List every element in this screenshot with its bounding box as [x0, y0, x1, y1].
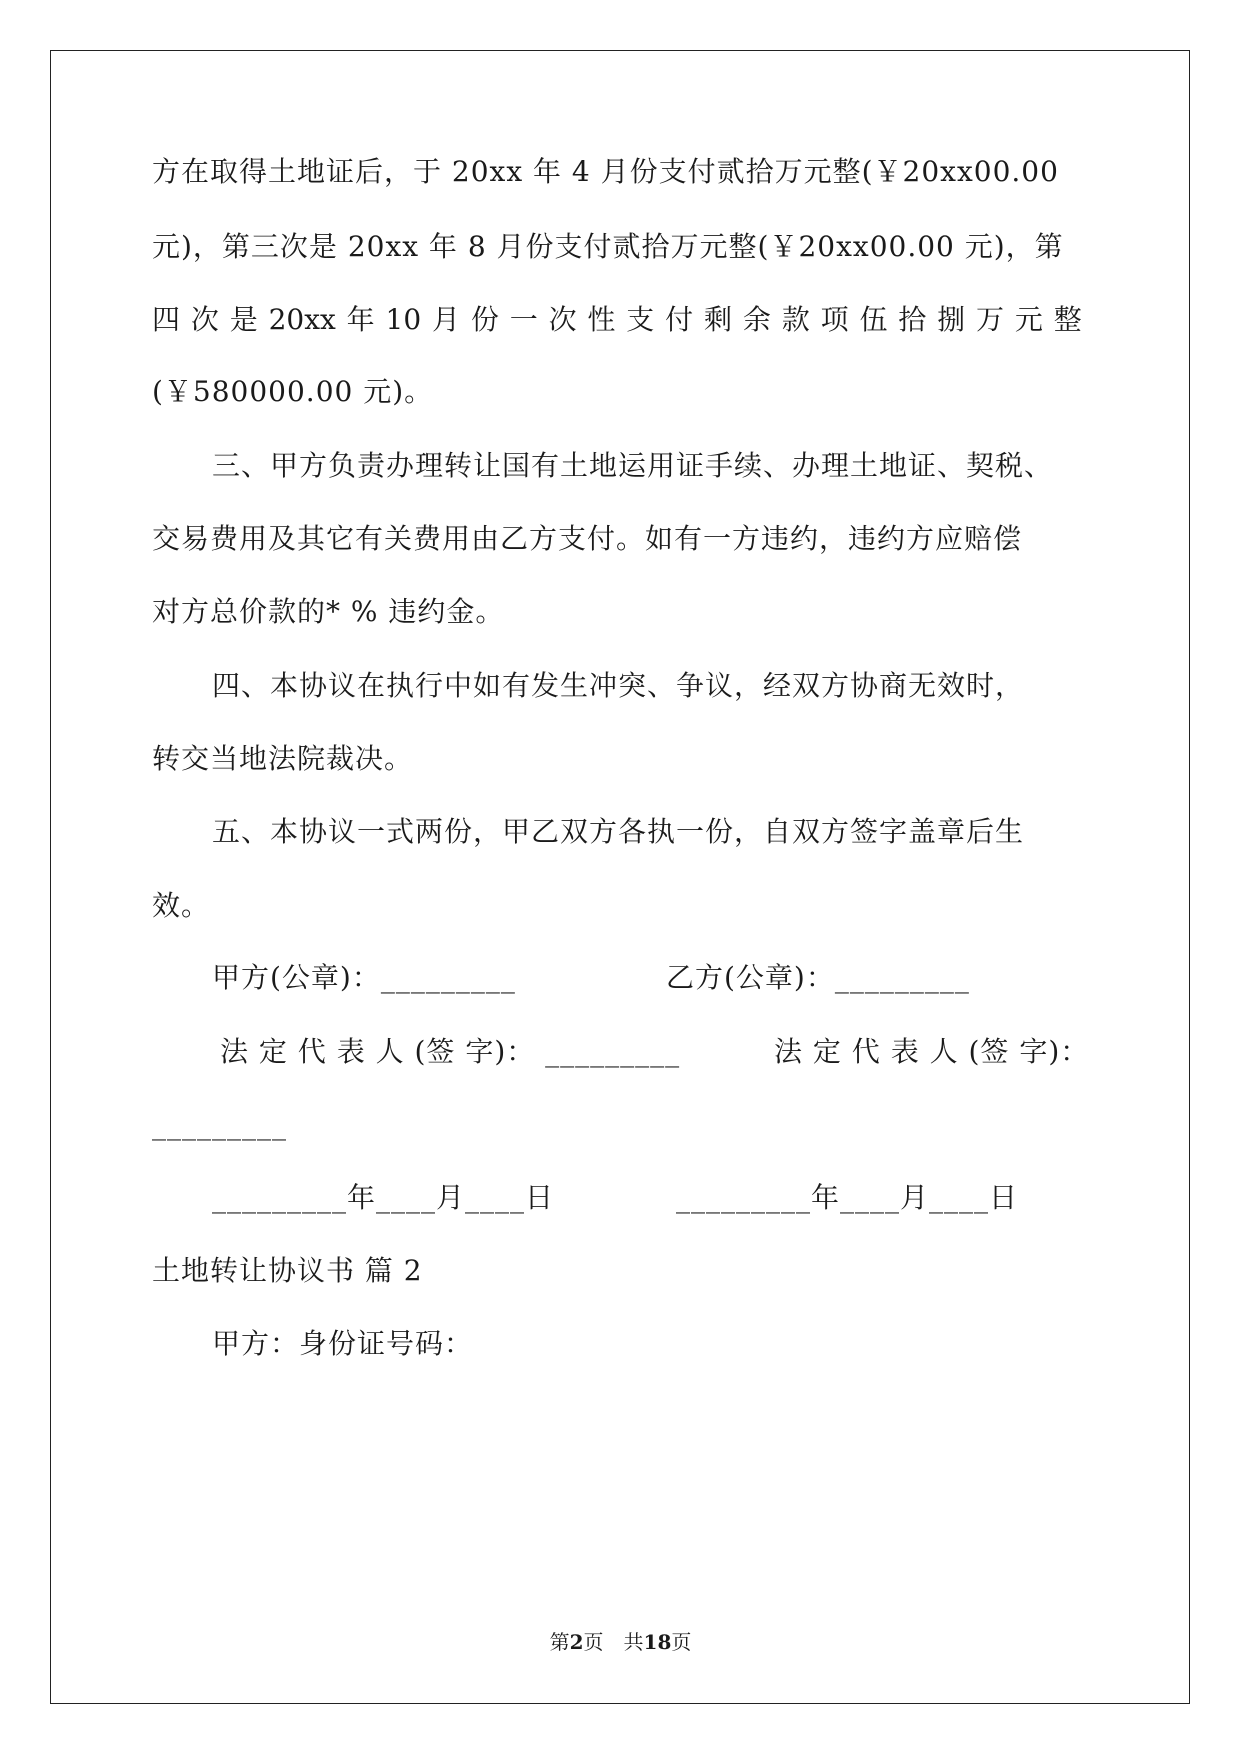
- text-fragment: 年: [346, 303, 375, 336]
- footer-prefix: 第: [549, 1630, 570, 1654]
- text-line: 交易费用及其它有关费用由乙方支付。如有一方违约，违约方应赔偿: [152, 522, 1023, 555]
- text-fragment: 伍: [859, 303, 888, 336]
- justified-text-line: [152, 300, 1082, 340]
- text-fragment: 10: [385, 303, 422, 336]
- text-fragment: 支: [626, 303, 655, 336]
- clause-five: 五、本协议一式两份，甲乙双方各执一份，自双方签字盖章后生: [212, 815, 1025, 848]
- party-a-id-line: 甲方：身份证号码：: [212, 1327, 474, 1360]
- text-fragment: 次: [548, 303, 577, 336]
- text-fragment: 万: [976, 303, 1005, 336]
- party-b-representative-blank: _________: [152, 1108, 287, 1141]
- clause-three: 三、甲方负责办理转让国有土地运用证手续、办理土地证、契税、: [212, 449, 1054, 482]
- text-line: 元)，第三次是 20xx 年 8 月份支付贰拾万元整(￥20xx00.00 元)，第: [152, 230, 1064, 263]
- footer-total-pages: 18: [643, 1630, 672, 1654]
- text-fragment: 性: [587, 303, 616, 336]
- text-fragment: 一: [509, 303, 538, 336]
- text-fragment: 拾: [898, 303, 927, 336]
- text-fragment: 项: [820, 303, 849, 336]
- party-b-seal: 乙方(公章)：_________: [666, 961, 970, 994]
- text-fragment: 份: [470, 303, 499, 336]
- text-line: 方在取得土地证后，于 20xx 年 4 月份支付贰拾万元整(￥20xx00.00: [152, 155, 1059, 188]
- text-fragment: 付: [665, 303, 694, 336]
- party-a-seal: 甲方(公章)：_________: [212, 961, 516, 994]
- page-border: [50, 50, 1190, 1704]
- text-fragment: 是: [229, 303, 258, 336]
- section-title: 土地转让协议书 篇 2: [152, 1254, 423, 1287]
- party-b-date: _________年____月____日: [676, 1181, 1019, 1214]
- text-fragment: 四: [152, 303, 181, 336]
- text-fragment: 月: [431, 303, 460, 336]
- text-fragment: 款: [781, 303, 810, 336]
- text-line: (￥580000.00 元)。: [152, 375, 434, 408]
- party-a-representative: 法 定 代 表 人 (签 字)： _________: [220, 1035, 681, 1068]
- clause-four: 四、本协议在执行中如有发生冲突、争议，经双方协商无效时，: [212, 669, 1025, 702]
- text-line: 效。: [152, 889, 211, 922]
- page-footer: [0, 1628, 1241, 1656]
- footer-suffix: 页: [671, 1630, 692, 1654]
- text-fragment: 20xx: [268, 303, 336, 336]
- text-fragment: 元: [1014, 303, 1043, 336]
- footer-page-number: 2: [569, 1630, 584, 1654]
- text-line: 转交当地法院裁决。: [152, 742, 414, 775]
- party-a-date: _________年____月____日: [212, 1181, 555, 1214]
- text-fragment: 余: [742, 303, 771, 336]
- text-fragment: 次: [190, 303, 219, 336]
- footer-mid: 页 共: [583, 1630, 644, 1654]
- text-fragment: 剩: [704, 303, 733, 336]
- party-b-representative: 法 定 代 表 人 (签 字)：: [774, 1035, 1090, 1068]
- text-fragment: 整: [1053, 303, 1082, 336]
- text-line: 对方总价款的* % 违约金。: [152, 595, 505, 628]
- text-fragment: 捌: [937, 303, 966, 336]
